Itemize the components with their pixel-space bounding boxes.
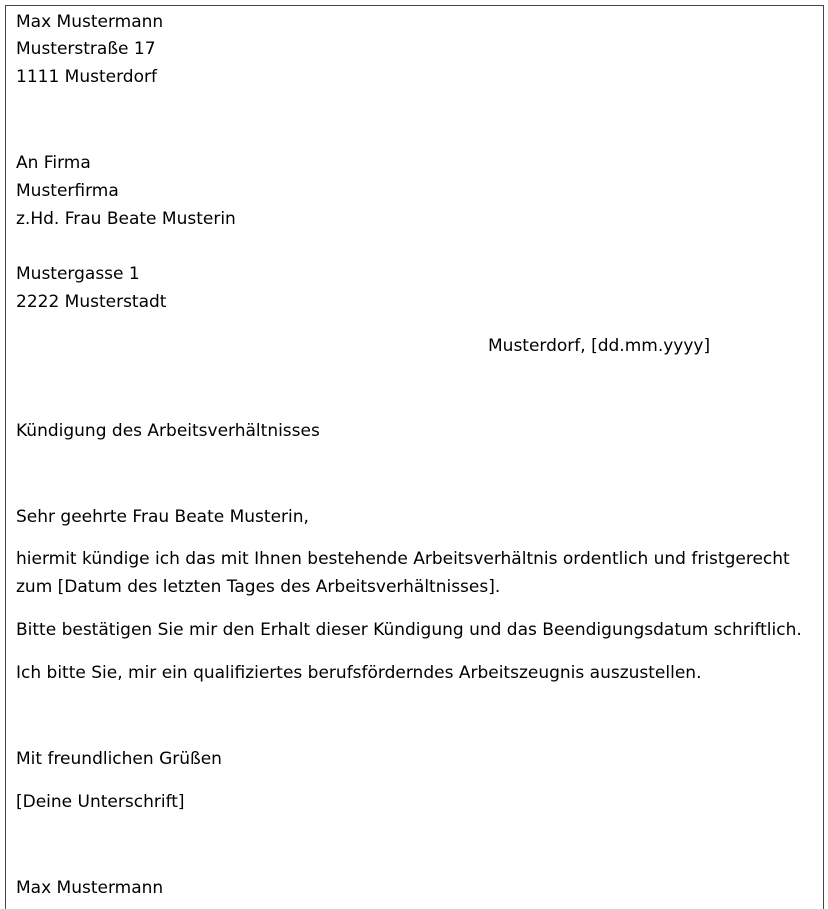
sender-name: Max Mustermann: [16, 12, 164, 32]
body-paragraph-3: Ich bitte Sie, mir ein qualifiziertes berufsförderndes Arbeitszeugnis auszustellen.: [16, 663, 702, 683]
body-paragraph-1-line-1: hiermit kündige ich das mit Ihnen bestehende Arbeitsverhältnis ordentlich und fristgerecht: [16, 549, 790, 569]
recipient-company: Musterfirma: [16, 181, 119, 201]
signature-placeholder: [Deine Unterschrift]: [16, 792, 185, 812]
recipient-line1: An Firma: [16, 153, 91, 173]
sender-city: 1111 Musterdorf: [16, 67, 157, 87]
body-paragraph-2: Bitte bestätigen Sie mir den Erhalt dieser Kündigung und das Beendigungsdatum schriftlich.: [16, 620, 802, 640]
sender-street: Musterstraße 17: [16, 39, 156, 59]
recipient-city: 2222 Musterstadt: [16, 292, 167, 312]
body-paragraph-1-line-2: zum [Datum des letzten Tages des Arbeitsverhältnisses].: [16, 577, 501, 597]
subject-line: Kündigung des Arbeitsverhältnisses: [16, 421, 320, 441]
salutation: Sehr geehrte Frau Beate Musterin,: [16, 507, 309, 527]
recipient-street: Mustergasse 1: [16, 264, 140, 284]
date-line: Musterdorf, [dd.mm.yyyy]: [488, 336, 711, 356]
signature-name: Max Mustermann: [16, 878, 164, 898]
letter-page: [5, 5, 824, 909]
closing: Mit freundlichen Grüßen: [16, 749, 222, 769]
recipient-attention: z.Hd. Frau Beate Musterin: [16, 209, 236, 229]
